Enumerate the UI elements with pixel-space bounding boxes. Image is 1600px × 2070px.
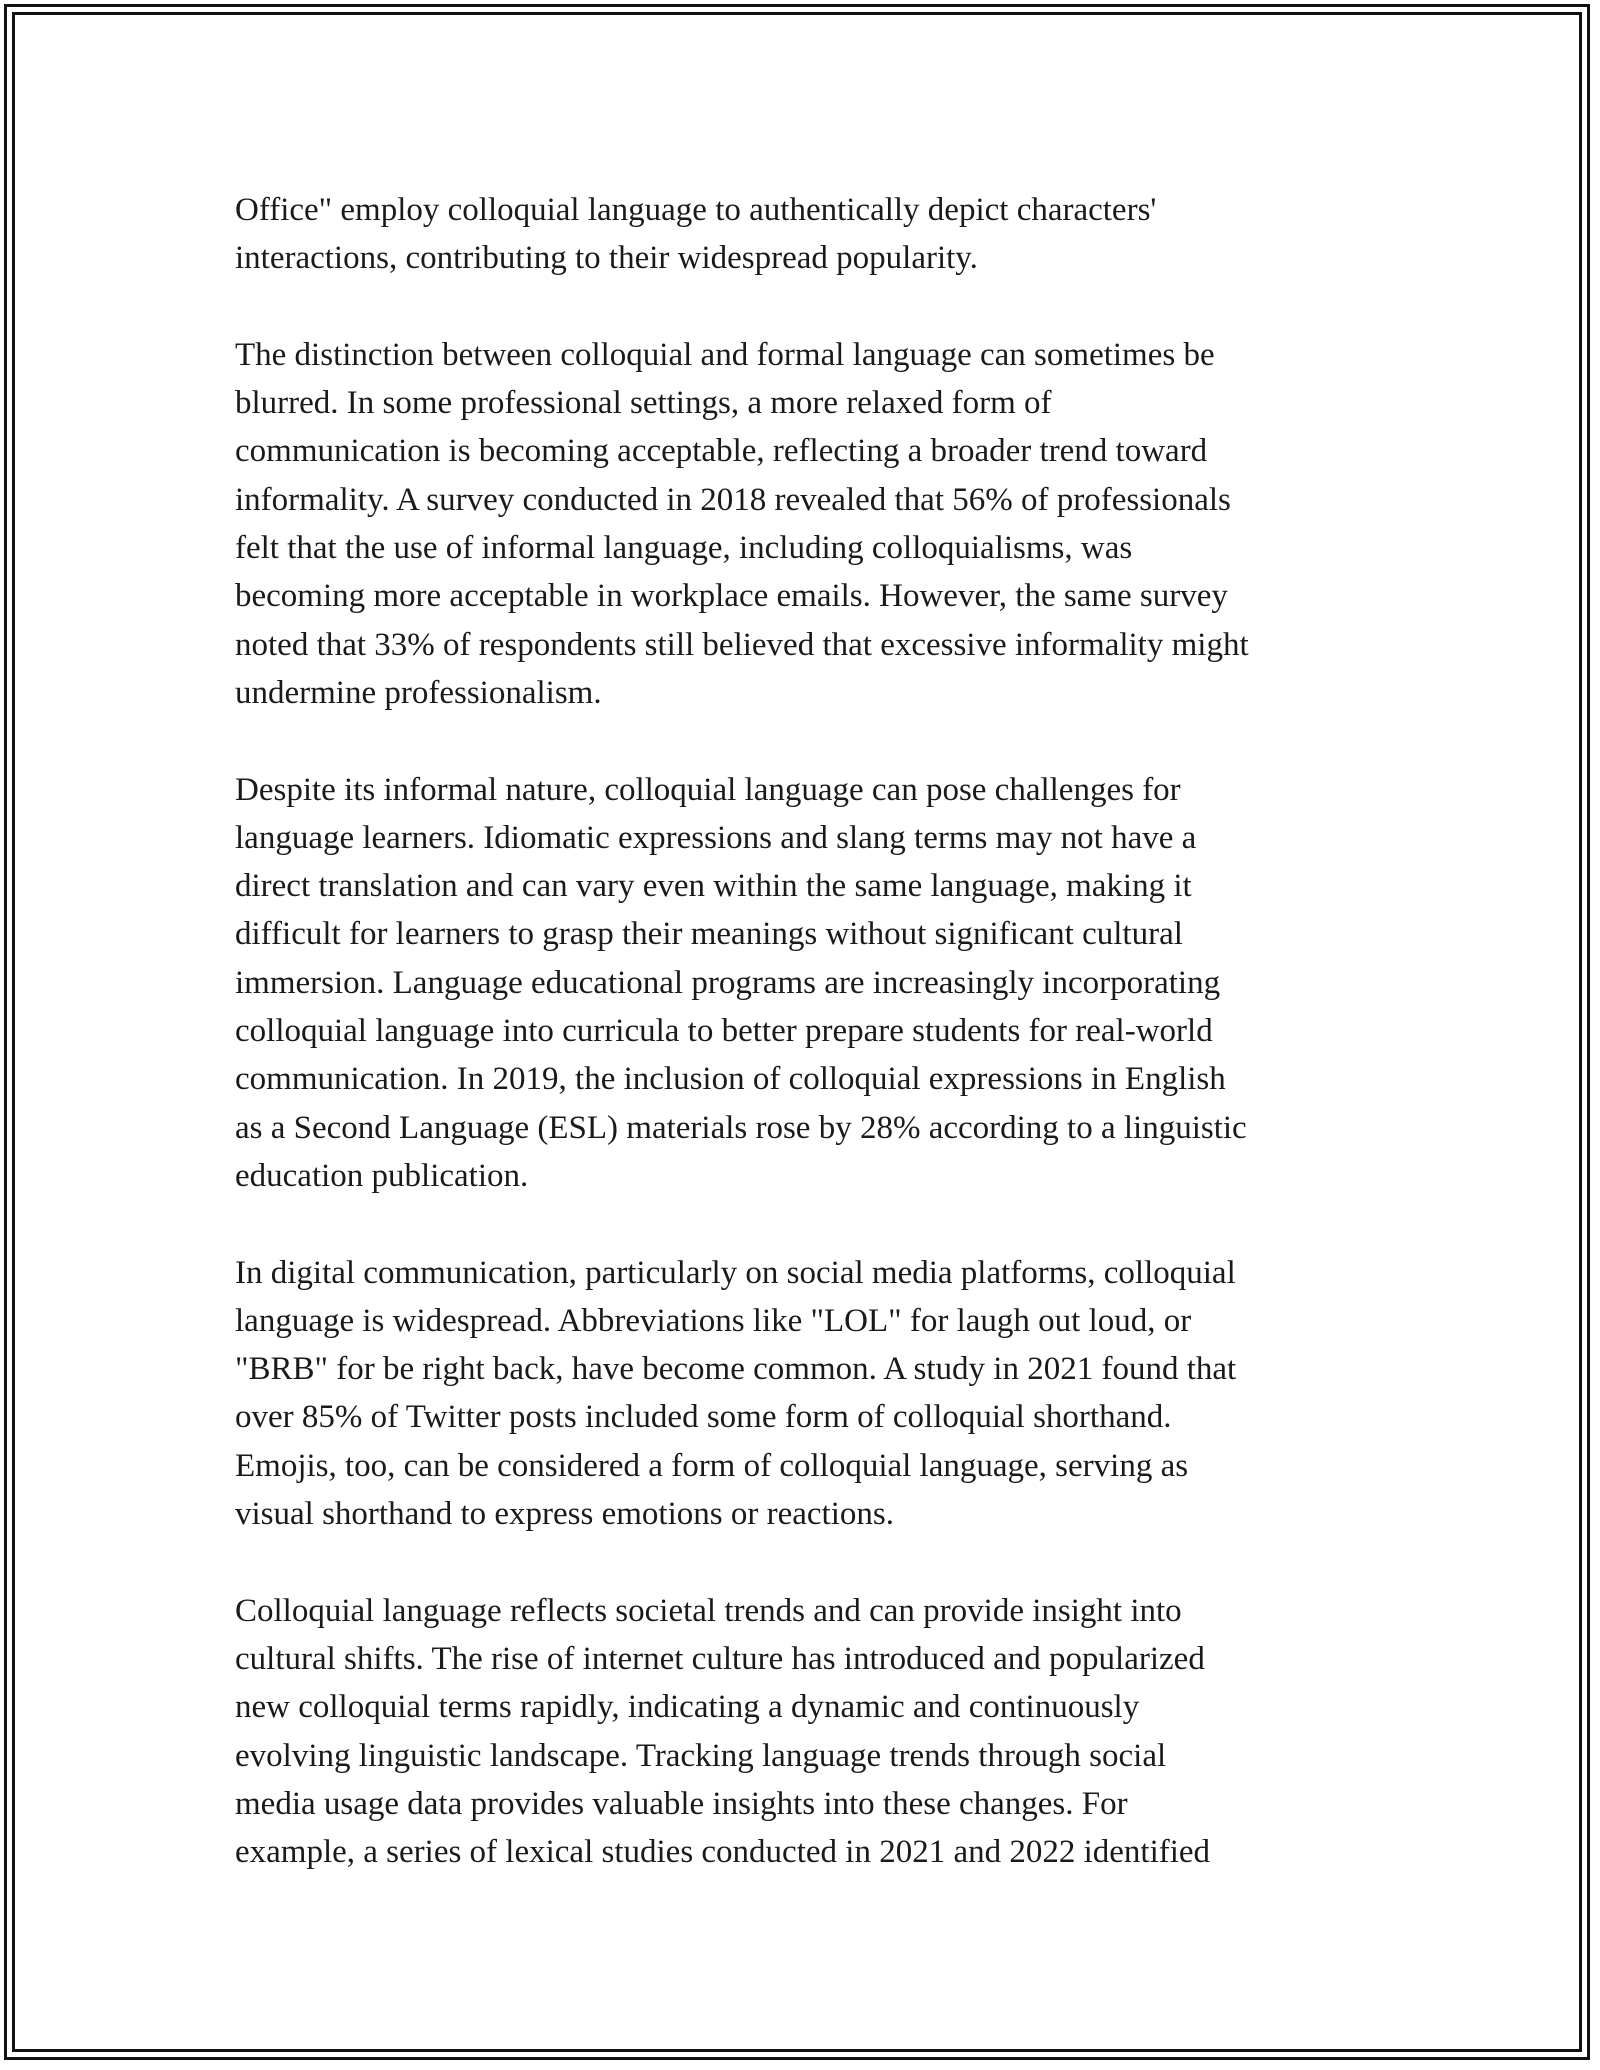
paragraph-3: Despite its informal nature, colloquial language can pose challenges for language learners. Idiomatic expressions and slang terms may not have a direct translation and can vary even within the same language, making it difficult for learners to grasp their meanings without significant cultural immersion. Language educational programs are increasingly incorporating colloquial language into curricula to better prepare students for real-world communication. In 2019, the inclusion of colloquial expressions in English as a Second Language (ESL) materials rose by 28% according to a linguistic education publication. [235, 771, 1247, 1194]
paragraph-4: In digital communication, particularly on social media platforms, colloquial language is widespread. Abbreviations like "LOL" for laugh out loud, or "BRB" for be right back, have become common. A study in 2021 found that over 85% of Twitter posts included some form of colloquial shorthand. Emojis, too, can be considered a form of colloquial language, serving as visual shorthand to express emotions or reactions. [235, 1254, 1237, 1533]
paragraph-2: The distinction between colloquial and formal language can sometimes be blurred. In some professional settings, a more relaxed form of communication is becoming acceptable, reflecting a broader trend toward informality. A survey conducted in 2018 revealed that 56% of professionals felt that the use of informal language, including colloquialisms, was becoming more acceptable in workplace emails. However, the same survey noted that 33% of respondents still believed that excessive informality might undermine professionalism. [235, 336, 1249, 711]
paragraph-1: Office" employ colloquial language to authentically depict characters' interactions, contributing to their widespread popularity. [235, 192, 1157, 277]
paragraph-5: Colloquial language reflects societal trends and can provide insight into cultural shifts. The rise of internet culture has introduced and popularized new colloquial terms rapidly, indicating a dynamic and continuously evolving linguistic landscape. Tracking language trends through social media usage data provides valuable insights into these changes. For example, a series of lexical studies conducted in 2021 and 2022 identified [235, 1592, 1211, 1871]
document-body [235, 186, 1385, 1925]
